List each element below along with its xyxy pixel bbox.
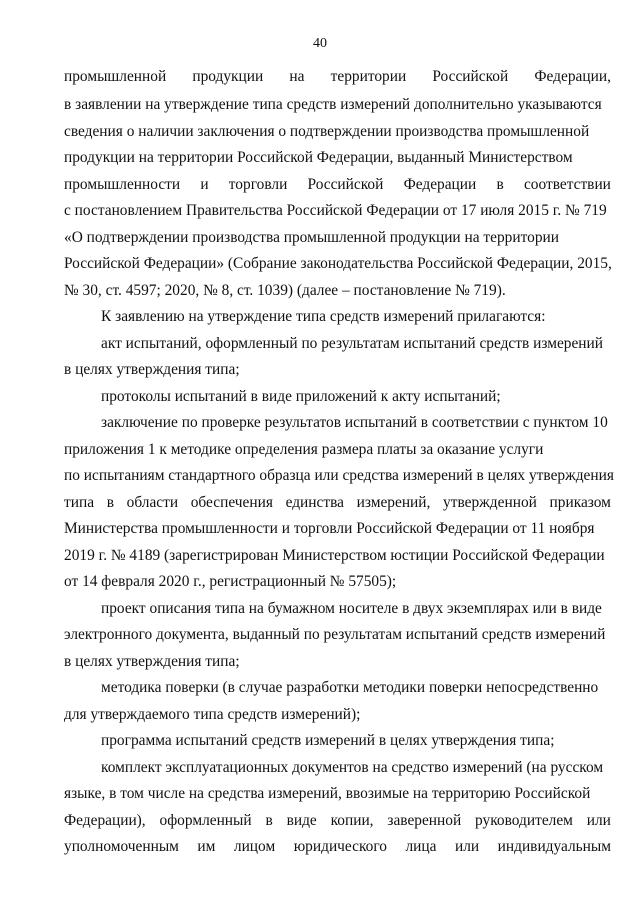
text-line: от 14 февраля 2020 г., регистрационный № 57505); bbox=[64, 573, 397, 590]
word: копии, bbox=[330, 812, 374, 829]
text-line: К заявлению на утверждение типа средств измерений прилагаются: bbox=[101, 308, 546, 325]
word: уполномоченным bbox=[64, 838, 179, 855]
word: лица bbox=[405, 838, 437, 855]
word: виде bbox=[286, 812, 317, 829]
text-line bbox=[64, 836, 611, 858]
word: Российской bbox=[432, 68, 509, 85]
word: в bbox=[496, 176, 504, 193]
word: на bbox=[289, 68, 305, 85]
word: Российской bbox=[307, 176, 384, 193]
word: продукции bbox=[192, 68, 264, 85]
word: руководителем bbox=[475, 812, 573, 829]
text-line: языке, в том числе на средства измерений, ввозимые на территорию Российской bbox=[64, 785, 591, 802]
text-line: заключение по проверке результатов испытаний в соответствии с пунктом 10 bbox=[101, 414, 608, 431]
word: индивидуальным bbox=[497, 838, 611, 855]
word: утвержденной bbox=[443, 494, 537, 511]
text-line: с постановлением Правительства Российской Федерации от 17 июля 2015 г. № 719 bbox=[64, 202, 607, 219]
text-line bbox=[64, 810, 611, 832]
text-line: методика поверки (в случае разработки методики поверки непосредственно bbox=[101, 679, 599, 696]
word: соответствии bbox=[523, 176, 611, 193]
word: обеспечения bbox=[190, 494, 273, 511]
text-line: протоколы испытаний в виде приложений к акту испытаний; bbox=[101, 388, 501, 405]
word: промышленной bbox=[64, 68, 167, 85]
word: или bbox=[454, 838, 480, 855]
word: области bbox=[126, 494, 179, 511]
text-line: для утверждаемого типа средств измерений); bbox=[64, 706, 361, 723]
word: приказом bbox=[549, 494, 611, 511]
word: Федерации), bbox=[64, 812, 146, 829]
word: в bbox=[265, 812, 273, 829]
word: территории bbox=[330, 68, 407, 85]
text-line: 2019 г. № 4189 (зарегистрирован Министерством юстиции Российской Федерации bbox=[64, 547, 605, 564]
word: в bbox=[106, 494, 114, 511]
word: или bbox=[586, 812, 611, 829]
word: Федерации bbox=[403, 176, 477, 193]
text-line: в целях утверждения типа; bbox=[64, 361, 240, 378]
word: Федерации, bbox=[534, 68, 611, 85]
text-line: в заявлении на утверждение типа средств измерений дополнительно указываются bbox=[64, 96, 602, 113]
word: промышленности bbox=[64, 176, 181, 193]
text-line: сведения о наличии заключения о подтверждении производства промышленной bbox=[64, 123, 590, 140]
word: торговли bbox=[228, 176, 288, 193]
text-line: проект описания типа на бумажном носителе в двух экземплярах или в виде bbox=[101, 600, 602, 617]
text-line: Российской Федерации» (Собрание законодательства Российской Федерации, 2015, bbox=[64, 255, 612, 272]
text-line: электронного документа, выданный по результатам испытаний средств измерений bbox=[64, 626, 606, 643]
text-line: программа испытаний средств измерений в целях утверждения типа; bbox=[101, 732, 555, 749]
text-line: комплект эксплуатационных документов на средство измерений (на русском bbox=[101, 759, 604, 776]
text-line bbox=[64, 174, 611, 196]
text-line bbox=[64, 492, 611, 514]
text-line: продукции на территории Российской Федерации, выданный Министерством bbox=[64, 149, 573, 166]
word: заверенной bbox=[387, 812, 462, 829]
word: и bbox=[200, 176, 209, 193]
word: им bbox=[197, 838, 216, 855]
text-line: «О подтверждении производства промышленной продукции на территории bbox=[64, 229, 560, 246]
text-line: по испытаниям стандартного образца или средства измерений в целях утверждения bbox=[64, 467, 614, 484]
word: оформленный bbox=[159, 812, 252, 829]
page-number: 40 bbox=[313, 36, 327, 51]
text-line: № 30, ст. 4597; 2020, № 8, ст. 1039) (далее – постановление № 719). bbox=[64, 282, 506, 299]
word: лицом bbox=[233, 838, 276, 855]
word: юридического bbox=[293, 838, 387, 855]
text-line: приложения 1 к методике определения размера платы за оказание услуги bbox=[64, 441, 544, 458]
word: измерений, bbox=[356, 494, 431, 511]
word: единства bbox=[285, 494, 344, 511]
text-line: акт испытаний, оформленный по результатам испытаний средств измерений bbox=[101, 335, 604, 352]
text-line: Министерства промышленности и торговли Российской Федерации от 11 ноября bbox=[64, 520, 595, 537]
text-line: в целях утверждения типа; bbox=[64, 653, 240, 670]
word: типа bbox=[64, 494, 95, 511]
text-line bbox=[64, 66, 611, 88]
